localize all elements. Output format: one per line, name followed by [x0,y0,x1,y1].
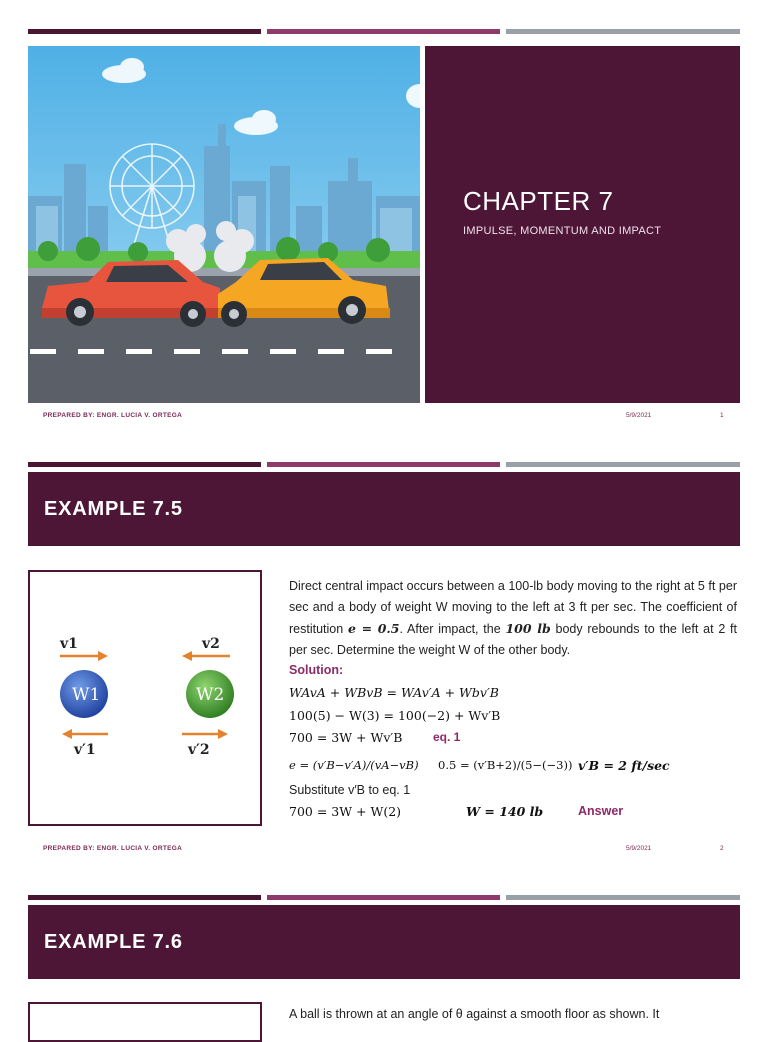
chapter-title: CHAPTER 7 [463,186,614,216]
figure-box-2 [28,1002,262,1042]
car-crash-illustration [28,46,420,403]
problem-statement: Direct central impact occurs between a 100-lb body moving to the right at 5 ft per sec and a body of weight W moving to the left at 3 ft per sec. The coefficient of restitution e = 0.5. After impact, the 100 lb body rebounds to the left at 2 ft per sec. Determine the weight W of the other body. [289,579,737,657]
weight-result: W = 140 lb [466,804,544,819]
footer-date-1: 5/9/2021 [626,412,652,419]
problem-statement-2: A ball is thrown at an angle of θ against a smooth floor as shown. It [289,1007,660,1021]
restitution-value: e = 0.5 [347,621,400,636]
restitution-substituted: 0.5 = (v′B+2)/(5−(−3)) [438,758,573,772]
equation-final: 700 = 3W + W(2) [289,804,402,819]
label-v1: v1 [60,636,78,652]
label-w2: W2 [196,685,225,705]
label-v2: v2 [202,636,220,652]
chapter-subtitle: IMPULSE, MOMENTUM AND IMPACT [463,225,662,237]
label-v1-prime: v′1 [74,742,96,758]
equation-momentum: WAvA + WBvB = WAv′A + Wbv′B [289,685,499,700]
footer-page-2: 2 [720,845,724,852]
footer-page-1: 1 [720,412,724,419]
example-title: EXAMPLE 7.5 [44,498,183,520]
equation-substituted: 100(5) − W(3) = 100(−2) + Wv′B [289,708,501,723]
footer-date-2: 5/9/2021 [626,845,652,852]
example-header-2 [28,905,740,979]
body-mass: 100 lb [505,621,551,636]
solution-label: Solution: [289,663,344,677]
equation-1-label: eq. 1 [433,730,461,744]
answer-label: Answer [578,804,624,818]
example-title-2: EXAMPLE 7.6 [44,931,183,953]
equation-1: 700 = 3W + Wv′B [289,730,403,745]
restitution-formula: e = (v′B−v′A)/(vA−vB) [289,758,419,772]
label-v2-prime: v′2 [188,742,210,758]
footer-author-2: PREPARED BY: ENGR. LUCIA V. ORTEGA [43,845,183,852]
chapter-title-panel [425,46,740,403]
impact-figure [28,570,262,826]
substitute-text: Substitute v′B to eq. 1 [289,783,411,797]
velocity-result: v′B = 2 ft/sec [578,758,670,773]
label-w1: W1 [72,685,101,705]
example-header [28,472,740,546]
footer-author-1: PREPARED BY: ENGR. LUCIA V. ORTEGA [43,412,183,419]
